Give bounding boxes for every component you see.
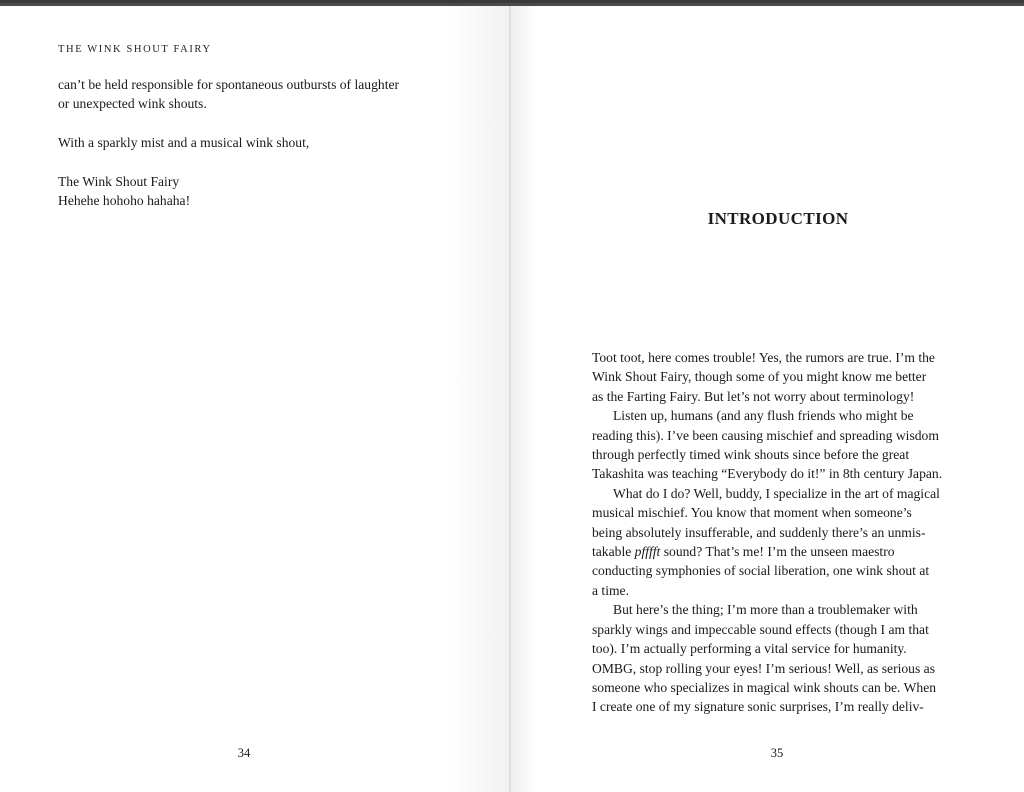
text-line: musical mischief. You know that moment when someone’s (592, 505, 912, 521)
paragraph (592, 348, 966, 406)
signature-laugh: Hehehe hohoho hahaha! (58, 193, 191, 209)
text-line: I create one of my signature sonic surprises, I’m really deliv- (592, 699, 924, 715)
text-line: Takashita was teaching “Everybody do it!” in 8th century Japan. (592, 466, 943, 482)
text-line: Wink Shout Fairy, though some of you might know me better (592, 369, 927, 385)
text-line: someone who specializes in magical wink shouts can be. When (592, 679, 937, 695)
text-line: conducting symphonies of social liberation, one wink shout at (592, 563, 930, 579)
paragraph (592, 484, 966, 600)
text-fragment: takable (592, 544, 635, 560)
text-line: What do I do? Well, buddy, I specialize in the art of magical (613, 485, 940, 501)
left-page-text (58, 75, 458, 211)
text-line: Listen up, humans (and any flush friends who might be (613, 408, 914, 424)
text-line: too). I’m actually performing a vital service for humanity. (592, 641, 907, 657)
text-line: or unexpected wink shouts. (58, 96, 207, 112)
text-line: sparkly wings and impeccable sound effects (though I am that (592, 621, 929, 637)
text-line: being absolutely insufferable, and suddenly there’s an unmis- (592, 524, 926, 540)
running-head: THE WINK SHOUT FAIRY (58, 44, 212, 55)
chapter-body (592, 348, 966, 717)
text-line: reading this). I’ve been causing mischief and spreading wisdom (592, 427, 939, 443)
left-page (0, 6, 511, 792)
closing-line: With a sparkly mist and a musical wink shout, (58, 135, 310, 151)
chapter-title: INTRODUCTION (707, 209, 849, 228)
text-line (592, 542, 966, 561)
text-line: Toot toot, here comes trouble! Yes, the rumors are true. I’m the (592, 350, 935, 365)
page-number-left: 34 (237, 746, 251, 760)
text-line: But here’s the thing; I’m more than a troublemaker with (613, 602, 918, 618)
text-line: through perfectly timed wink shouts since before the great (592, 447, 910, 463)
page-number-right: 35 (770, 746, 784, 760)
italic-word: pfffft (634, 544, 661, 560)
text-line: OMBG, stop rolling your eyes! I’m serious! Well, as serious as (592, 660, 935, 676)
right-page (511, 6, 1024, 792)
text-line: can’t be held responsible for spontaneous outbursts of laughter (58, 77, 400, 92)
paragraph (592, 600, 966, 716)
paragraph (592, 406, 966, 484)
signature-line: The Wink Shout Fairy (58, 174, 180, 189)
text-fragment: sound? That’s me! I’m the unseen maestro (660, 544, 895, 560)
text-line: as the Farting Fairy. But let’s not worry about terminology! (592, 388, 915, 404)
text-line: a time. (592, 582, 629, 598)
